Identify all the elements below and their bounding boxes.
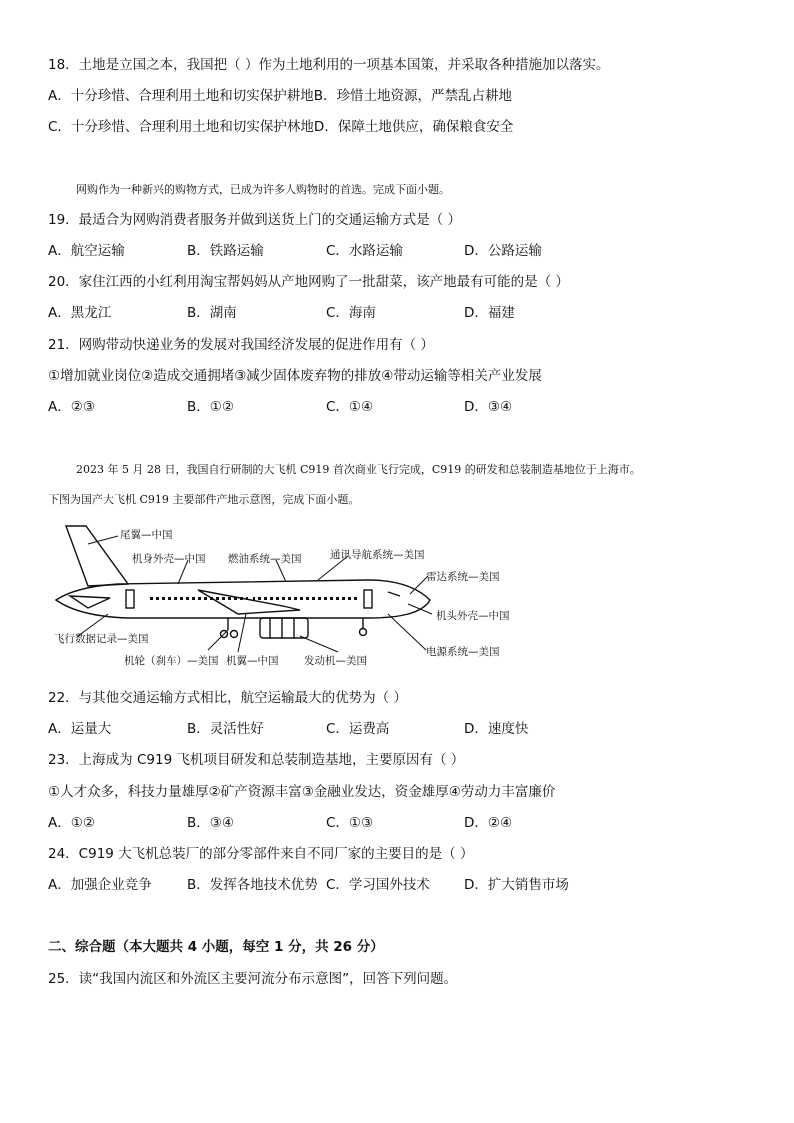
q19-option-a: A．航空运输 [48,243,125,259]
q19-option-d: D．公路运输 [464,243,542,259]
label-recorder: 飞行数据记录—美国 [54,633,149,645]
q22-option-d: D．速度快 [464,721,529,737]
q20-option-d: D．福建 [464,305,515,321]
q18-options-cd: C．十分珍惜、合理利用土地和切实保护林地D．保障土地供应，确保粮食安全 [48,119,514,135]
label-wing: 机翼—中国 [226,655,279,667]
q22-option-b: B．灵活性好 [187,721,264,737]
q18-options-ab: A．十分珍惜、合理利用土地和切实保护耕地B．珍惜土地资源，严禁乱占耕地 [48,88,512,104]
q23-items: ①人才众多，科技力量雄厚②矿产资源丰富③金融业发达，资金雄厚④劳动力丰富廉价 [48,784,556,800]
section-2-heading: 二、综合题（本大题共 4 小题，每空 1 分，共 26 分） [48,939,384,955]
q18-stem: 18．土地是立国之本，我国把（ ）作为土地利用的一项基本国策，并采取各种措施加以落实。 [48,57,610,73]
q22-stem: 22．与其他交通运输方式相比，航空运输最大的优势为（ ） [48,690,407,706]
q22-option-c: C．运费高 [326,721,390,737]
intro-online-shopping: 网购作为一种新兴的购物方式，已成为许多人购物时的首选。完成下面小题。 [76,183,450,196]
label-nose: 机头外壳—中国 [436,610,510,622]
q21-option-b: B．①② [187,399,234,415]
q24-stem: 24．C919 大飞机总装厂的部分零部件来自不同厂家的主要目的是（ ） [48,846,474,862]
q21-option-c: C．①④ [326,399,374,415]
q20-option-a: A．黑龙江 [48,305,112,321]
label-comm: 通讯导航系统—美国 [330,549,425,561]
intro-c919-line2: 下图为国产大飞机 C919 主要部件产地示意图，完成下面小题。 [48,493,360,506]
label-fuselage: 机身外壳—中国 [132,553,206,565]
q22-option-a: A．运量大 [48,721,112,737]
q24-option-b: B．发挥各地技术优势 [187,877,318,893]
q24-option-d: D．扩大销售市场 [464,877,569,893]
intro-c919-line1: 2023 年 5 月 28 日，我国自行研制的大飞机 C919 首次商业飞行完成，C919 的研发和总装制造基地位于上海市。 [76,463,641,476]
label-radar: 雷达系统—美国 [426,571,500,583]
q23-stem: 23．上海成为 C919 飞机项目研发和总装制造基地，主要原因有（ ） [48,752,465,768]
q20-stem: 20．家住江西的小红利用淘宝帮妈妈从产地网购了一批甜菜，该产地最有可能的是（ ） [48,274,569,290]
front-door [364,590,372,608]
label-power: 电源系统—美国 [426,646,500,658]
cockpit-window [388,592,400,596]
q23-option-b: B．③④ [187,815,234,831]
label-tail: 尾翼—中国 [120,529,173,541]
q24-option-a: A．加强企业竞争 [48,877,152,893]
q19-option-b: B．铁路运输 [187,243,264,259]
q21-stem: 21．网购带动快递业务的发展对我国经济发展的促进作用有（ ） [48,337,434,353]
q23-option-c: C．①③ [326,815,374,831]
c919-parts-diagram [48,518,548,678]
q23-option-d: D．②④ [464,815,513,831]
q24-option-c: C．学习国外技术 [326,877,430,893]
rear-door [126,590,134,608]
q25-stem: 25．读“我国内流区和外流区主要河流分布示意图”，回答下列问题。 [48,971,458,987]
q19-option-c: C．水路运输 [326,243,403,259]
stabilizer [70,596,110,608]
engine-nacelle [260,618,308,638]
q20-option-c: C．海南 [326,305,376,321]
q19-stem: 19．最适合为网购消费者服务并做到送货上门的交通运输方式是（ ） [48,212,461,228]
q23-option-a: A．①② [48,815,95,831]
q21-items: ①增加就业岗位②造成交通拥堵③减少固体废弃物的排放④带动运输等相关产业发展 [48,368,542,384]
wing [198,590,300,614]
window-row [148,597,248,600]
label-fuel: 燃油系统—美国 [228,553,302,565]
label-wheel: 机轮（刹车）—美国 [124,655,219,667]
label-engine: 发动机—美国 [304,655,367,667]
tail-fin [66,526,128,586]
q20-option-b: B．湖南 [187,305,237,321]
q21-option-d: D．③④ [464,399,513,415]
q21-option-a: A．②③ [48,399,95,415]
